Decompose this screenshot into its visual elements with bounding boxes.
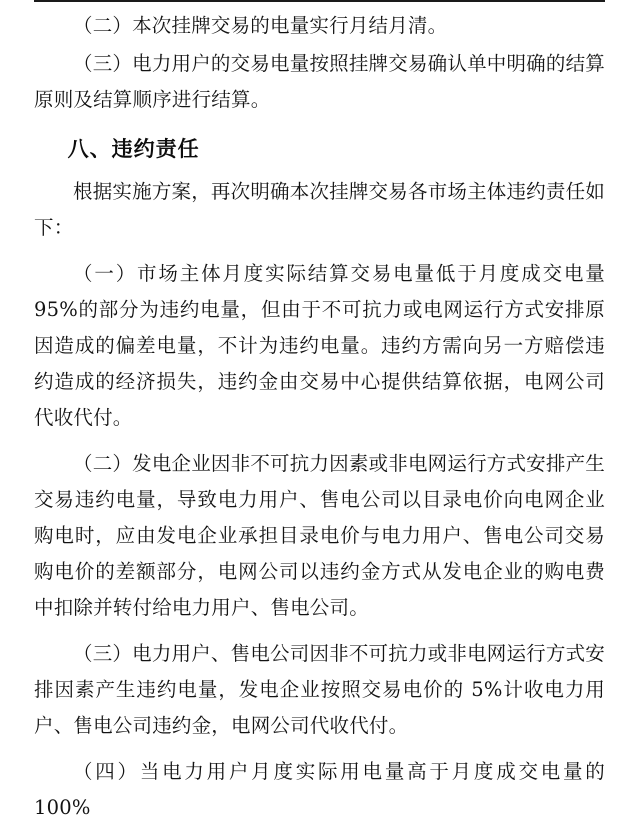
paragraph-clause-2: （二）发电企业因非不可抗力因素或非电网运行方式安排产生交易违约电量，导致电力用户、售电公司以目录电价向电网企业购电时，应由发电企业承担目录电价与电力用户、售电公司交易购电价的差额部分，电网公司以违约金方式从发电企业的购电费中扣除并转付给电力用户、售电公司。 — [34, 452, 605, 619]
spacer — [34, 628, 605, 636]
paragraph-clause-4: （四）当电力用户月度实际用电量高于月度成交电量的 100% — [34, 760, 605, 819]
paragraph-section-intro: 根据实施方案，再次明确本次挂牌交易各市场主体违约责任如下： — [34, 180, 605, 239]
paragraph-item-2: （二）本次挂牌交易的电量实行月结月清。 — [73, 14, 448, 37]
page-top-rule — [34, 0, 605, 2]
paragraph-clause-3: （三）电力用户、售电公司因非不可抗力或非电网运行方式安排因素产生违约电量，发电企业按照交易电价的 5%计收电力用户、售电公司违约金，电网公司代收代付。 — [34, 642, 605, 737]
spacer — [34, 438, 605, 446]
spacer — [34, 120, 605, 124]
paragraph-clause-1: （一）市场主体月度实际结算交易电量低于月度成交电量95%的部分为违约电量，但由于不可抗力或电网运行方式安排原因造成的偏差电量，不计为违约电量。违约方需向另一方赔偿违约造成的经济损失，违约金由交易中心提供结算依据，电网公司代收代付。 — [34, 262, 605, 429]
spacer — [34, 248, 605, 256]
spacer — [34, 746, 605, 754]
paragraph-item-3: （三）电力用户的交易电量按照挂牌交易确认单中明确的结算原则及结算顺序进行结算。 — [34, 52, 605, 111]
section-heading-violation-liability: 八、违约责任 — [67, 136, 200, 161]
